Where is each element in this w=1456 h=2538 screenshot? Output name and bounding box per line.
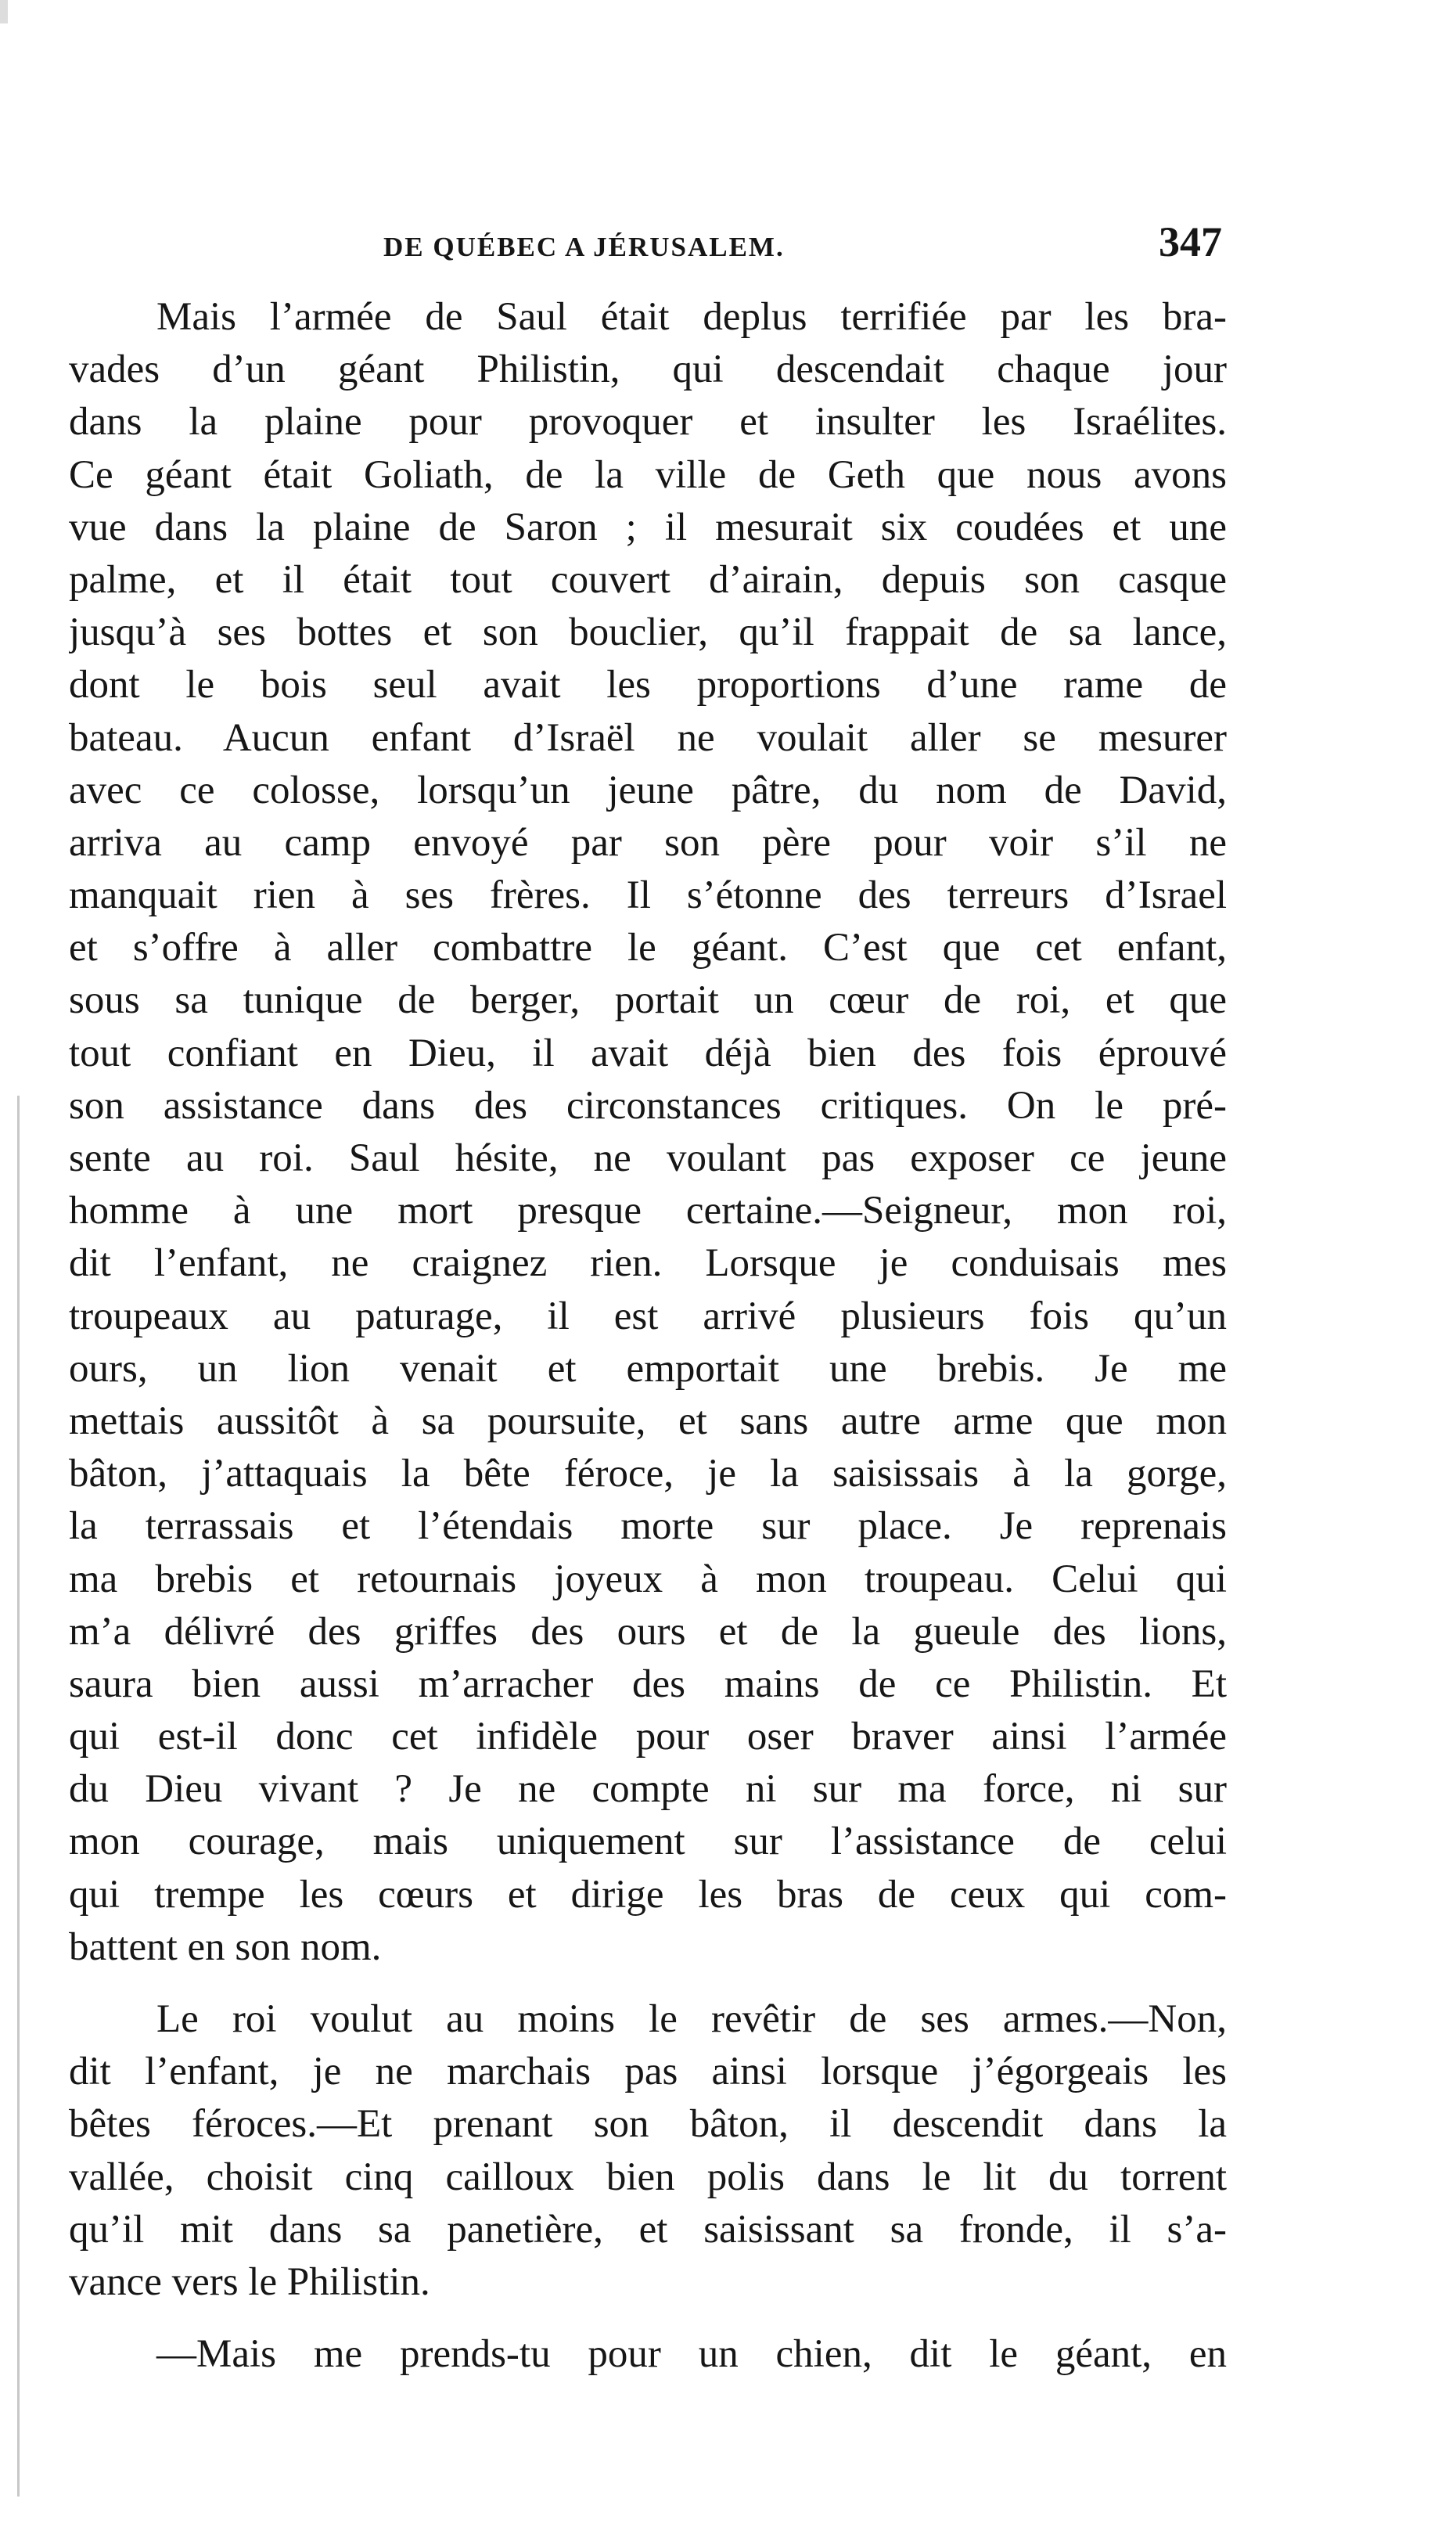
text-line: tout confiant en Dieu, il avait déjà bien des fois éprouvé <box>69 1031 1227 1075</box>
page-header <box>117 218 1222 280</box>
paragraph-gap <box>69 2309 1227 2328</box>
text-line: la terrassais et l’étendais morte sur place. Je reprenais <box>69 1504 1227 1549</box>
text-line: troupeaux au paturage, il est arrivé plusieurs fois qu’un <box>69 1294 1227 1338</box>
text-line: bâton, j’attaquais la bête féroce, je la saisissais à la gorge, <box>69 1452 1227 1496</box>
text-line: m’a délivré des griffes des ours et de la gueule des lions, <box>69 1609 1227 1654</box>
text-line: qui est-il donc cet infidèle pour oser braver ainsi l’armée <box>69 1715 1227 1759</box>
text-line: bêtes féroces.—Et prenant son bâton, il descendit dans la <box>69 2102 1227 2147</box>
text-line: mon courage, mais uniquement sur l’assistance de celui <box>69 1820 1227 1864</box>
text-line: saura bien aussi m’arracher des mains de ce Philistin. Et <box>69 1661 1227 1706</box>
text-line: manquait rien à ses frères. Il s’étonne des terreurs d’Israel <box>69 873 1227 918</box>
text-line: palme, et il était tout couvert d’airain, depuis son casque <box>69 557 1227 602</box>
paragraph <box>69 1993 1227 2309</box>
margin-rule <box>17 1096 20 2497</box>
text-line: jusqu’à ses bottes et son bouclier, qu’il frappait de sa lance, <box>69 610 1227 655</box>
text-line: avec ce colosse, lorsqu’un jeune pâtre, du nom de David, <box>69 768 1227 812</box>
page-number: 347 <box>1159 218 1222 265</box>
text-line: bateau. Aucun enfant d’Israël ne voulait aller se mesurer <box>69 715 1227 760</box>
text-line: qui trempe les cœurs et dirige les bras de ceux qui com- <box>69 1872 1227 1917</box>
text-line: ma brebis et retournais joyeux à mon troupeau. Celui qui <box>69 1557 1227 1601</box>
text-line: homme à une mort presque certaine.—Seigneur, mon roi, <box>69 1189 1227 1233</box>
paragraph-gap <box>69 1974 1227 1993</box>
text-line: vue dans la plaine de Saron ; il mesurait six coudées et une <box>69 505 1227 549</box>
text-line: vance vers le Philistin. <box>69 2259 430 2304</box>
text-line: arriva au camp envoyé par son père pour voir s’il ne <box>69 820 1227 865</box>
paragraph <box>69 2328 1227 2381</box>
text-line: Ce géant était Goliath, de la ville de Geth que nous avons <box>69 452 1227 497</box>
text-line: sous sa tunique de berger, portait un cœur de roi, et que <box>69 978 1227 1023</box>
page-edge-mark <box>0 0 8 23</box>
text-line: ours, un lion venait et emportait une brebis. Je me <box>69 1346 1227 1391</box>
text-line: dont le bois seul avait les proportions d’une rame de <box>69 663 1227 707</box>
paragraph <box>69 291 1227 1974</box>
text-line: du Dieu vivant ? Je ne compte ni sur ma force, ni sur <box>69 1767 1227 1812</box>
text-line: Mais l’armée de Saul était deplus terrifiée par les bra- <box>156 295 1227 339</box>
text-line: vades d’un géant Philistin, qui descendait chaque jour <box>69 347 1227 392</box>
text-line: Le roi voulut au moins le revêtir de ses armes.—Non, <box>156 1997 1227 2041</box>
text-line: dit l’enfant, ne craignez rien. Lorsque je conduisais mes <box>69 1241 1227 1286</box>
text-line: et s’offre à aller combattre le géant. C’est que cet enfant, <box>69 926 1227 970</box>
text-line: son assistance dans des circonstances critiques. On le pré- <box>69 1083 1227 1128</box>
text-line: —Mais me prends-tu pour un chien, dit le géant, en <box>156 2332 1227 2377</box>
text-line: dit l’enfant, je ne marchais pas ainsi lorsque j’égorgeais les <box>69 2050 1227 2094</box>
text-line: dans la plaine pour provoquer et insulter les Israélites. <box>69 400 1227 445</box>
text-line: vallée, choisit cinq cailloux bien polis dans le lit du torrent <box>69 2155 1227 2199</box>
text-line: qu’il mit dans sa panetière, et saisissant sa fronde, il s’a- <box>69 2207 1227 2252</box>
text-line: sente au roi. Saul hésite, ne voulant pas exposer ce jeune <box>69 1136 1227 1180</box>
body-text <box>69 291 1227 2381</box>
running-title: DE QUÉBEC A JÉRUSALEM. <box>383 232 785 262</box>
text-line: battent en son nom. <box>69 1924 382 1969</box>
text-line: mettais aussitôt à sa poursuite, et sans autre arme que mon <box>69 1399 1227 1443</box>
